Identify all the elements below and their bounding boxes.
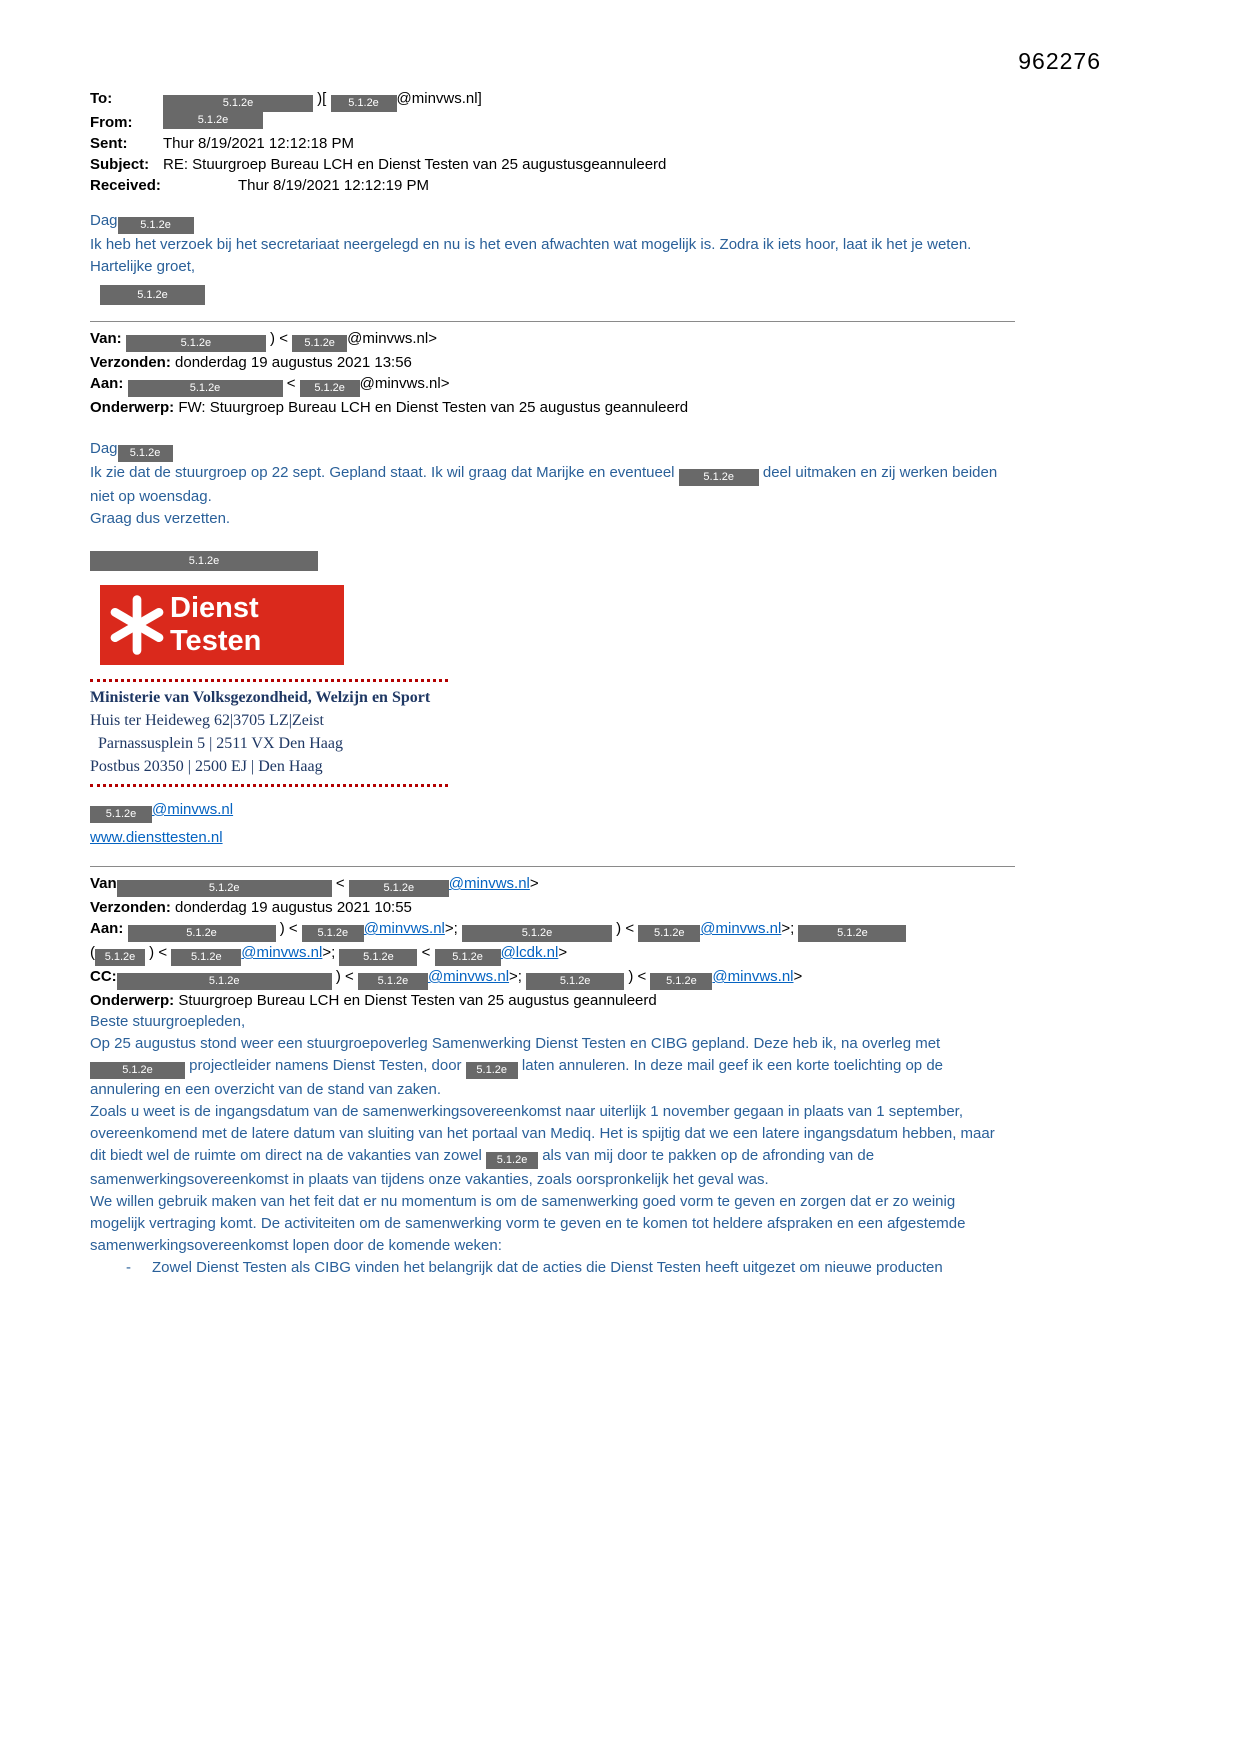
signature-email-link[interactable]: @minvws.nl [152,801,234,818]
redaction-box: 5.1.2e [349,880,449,897]
redaction-box: 5.1.2e [163,95,313,112]
gt-semi-separator: >; [322,944,336,961]
lt-separator: < [335,875,345,892]
redaction-box: 5.1.2e [300,380,360,397]
email1-closing: Hartelijke groet, [90,258,196,275]
gt-separator: > [558,944,568,961]
aan-label: Aan: [90,375,124,392]
document-number: 962276 [1018,48,1101,74]
van-domain: @minvws.nl> [347,330,437,347]
header3-van-row [90,873,1015,897]
to-bracket: )[ [317,90,327,107]
dotted-separator-bottom [90,784,448,787]
verzonden-value: donderdag 19 augustus 2021 10:55 [175,899,412,916]
separator-line-2 [90,866,1015,867]
sent-value: Thur 8/19/2021 12:12:18 PM [163,135,354,152]
header-received-row [90,175,1015,196]
minvws-link[interactable]: @minvws.nl [427,968,510,985]
minvws-link[interactable]: @minvws.nl [712,968,794,985]
redaction-box: 5.1.2e [358,973,428,990]
verzonden-label: Verzonden: [90,354,171,371]
header3-onderwerp-row [90,990,1015,1011]
redaction-box: 5.1.2e [118,217,194,234]
gt-semi-separator: >; [509,968,522,985]
redaction-box: 5.1.2e [117,973,332,990]
email3-paragraph-2 [90,1101,1000,1191]
email3-salutation: Beste stuurgroepleden, [90,1013,246,1030]
redaction-box: 5.1.2e [90,806,152,823]
email3-para1-c: laten annuleren. In deze mail geef ik een korte toelichting op de annulering en een overzicht van de stand van zaken. [90,1057,944,1098]
dienst-testen-asterisk-icon [106,594,168,656]
header2-aan-row [90,373,1015,397]
header3-verzonden-row [90,897,1015,918]
header-subject-row [90,154,1015,175]
lt-separator: < [421,944,431,961]
redaction-box: 5.1.2e [435,949,501,966]
redaction-box: 5.1.2e [638,925,700,942]
paren-lt-separator: ) < [628,968,647,985]
ministry-address-3: Postbus 20350 | 2500 EJ | Den Haag [90,758,323,775]
email1-greeting: Dag [90,212,118,229]
subject-label: Subject: [90,156,150,173]
received-label: Received: [90,177,161,194]
redaction-box: 5.1.2e [118,445,173,462]
email3-paragraph-1 [90,1033,1000,1101]
email3-para2-b: als van mij door te pakken op de afronding van de samenwerkingsovereenkomst in plaats van tijdens onze vakanties, zoals oorspronkelijk het geval was. [90,1147,875,1188]
gt-separator: > [529,875,539,892]
minvws-link[interactable]: @minvws.nl [363,920,445,937]
onderwerp-label: Onderwerp: [90,992,175,1009]
dotted-separator-top [90,679,448,682]
paren-lt-separator: ) < [279,920,298,937]
received-value: Thur 8/19/2021 12:12:19 PM [238,177,429,194]
redaction-box: 5.1.2e [679,469,759,486]
onderwerp-value: FW: Stuurgroep Bureau LCH en Dienst Testen van 25 augustus geannuleerd [178,399,689,416]
header2-onderwerp-row [90,397,1015,418]
email2-para1-before: Ik zie dat de stuurgroep op 22 sept. Gepland staat. Ik wil graag dat Marijke en eventueel [90,464,675,481]
aan-domain: @minvws.nl> [359,375,450,392]
redaction-box: 5.1.2e [90,1062,185,1079]
bullet-marker: - [126,1259,131,1276]
dienst-testen-logo [100,585,344,665]
to-value [163,88,482,112]
email3-para1-b: projectleider namens Dienst Testen, door [189,1057,462,1074]
header-sent-row [90,133,1015,154]
redaction-box: 5.1.2e [163,112,263,129]
redaction-box: 5.1.2e [126,335,266,352]
email3-para2-a: Zoals u weet is de ingangsdatum van de samenwerkingsovereenkomst naar uiterlijk 1 november gegaan in plaats van 1 september, overeenkomend met de latere datum van sluiting van het portaal van Mediq. Het is spijtig dat we een latere ingangsdatum hebben, maar dit biedt wel de ruimte om direct na de vakanties van zowel [90,1103,995,1164]
van-label: Van: [90,330,122,347]
signature-website-line [90,827,1015,848]
gt-separator: > [793,968,803,985]
minvws-link[interactable]: @minvws.nl [241,944,323,961]
onderwerp-value: Stuurgroep Bureau LCH en Dienst Testen van 25 augustus geannuleerd [178,992,657,1009]
header3-aan-row-2 [90,942,1015,966]
email2-paragraph-2: Graag dus verzetten. [90,510,231,527]
email3-paragraph-3: We willen gebruik maken van het feit dat er nu momentum is om de samenwerking goed vorm te geven en zorgen dat er zo weinig mogelijk vertraging komt. De activiteiten om de samenwerking vorm te geven en te komen tot heldere afspraken en een afgestemde samenwerkingsovereenkomst lopen door de komende weken: [90,1193,966,1254]
subject-value: RE: Stuurgroep Bureau LCH en Dienst Testen van 25 augustusgeannuleerd [163,156,667,173]
verzonden-value: donderdag 19 augustus 2021 13:56 [175,354,412,371]
redaction-box: 5.1.2e [339,949,417,966]
open-paren: ( [90,944,95,961]
email2-greeting: Dag [90,440,118,457]
ministry-address-1: Huis ter Heideweg 62|3705 LZ|Zeist [90,712,324,729]
header-to-row [90,88,1015,112]
van-separator: ) < [270,330,288,347]
header3-cc-row [90,966,1015,990]
email2-paragraph-1 [90,462,1000,508]
lcdk-link[interactable]: @lcdk.nl [500,944,559,961]
email3-para1-a: Op 25 augustus stond weer een stuurgroepoverleg Samenwerking Dienst Testen en CIBG gepland. Deze heb ik, na overleg met [90,1035,941,1052]
redaction-box: 5.1.2e [798,925,906,942]
ministry-address-2: Parnassusplein 5 | 2511 VX Den Haag [98,735,343,752]
ministry-block [90,686,1015,778]
redaction-box: 5.1.2e [302,925,364,942]
aan-label: Aan: [90,920,124,937]
paren-lt-separator: ) < [335,968,354,985]
redaction-box: 5.1.2e [128,380,283,397]
paren-lt-separator: ) < [149,944,168,961]
email-header-1 [90,88,1015,196]
signature-email-line [90,799,1015,823]
email1-signature-line [100,282,1015,305]
email2-greeting-line [90,438,1015,462]
redaction-box: 5.1.2e [526,973,624,990]
minvws-link[interactable]: @minvws.nl [448,875,530,892]
redaction-box: 5.1.2e [100,285,205,305]
to-label: To: [90,90,113,107]
cc-label: CC: [90,968,117,985]
email1-greeting-line [90,210,1015,234]
logo-text: Dienst Testen [170,592,262,657]
paren-lt-separator: ) < [616,920,635,937]
redaction-box: 5.1.2e [650,973,712,990]
header2-verzonden-row [90,352,1015,373]
onderwerp-label: Onderwerp: [90,399,175,416]
gt-semi-separator: >; [444,920,458,937]
redaction-box: 5.1.2e [117,880,332,897]
from-label: From: [90,114,133,131]
header3-aan-row-1 [90,918,1015,942]
header2-van-row [90,328,1015,352]
redaction-box: 5.1.2e [95,949,145,966]
header-from-row [90,112,1015,133]
redaction-box: 5.1.2e [462,925,612,942]
redaction-box: 5.1.2e [171,949,241,966]
redaction-box: 5.1.2e [331,95,397,112]
signature-website-link[interactable]: www.diensttesten.nl [90,829,223,846]
ministry-name: Ministerie van Volksgezondheid, Welzijn en Sport [90,689,431,706]
email-document [90,88,1015,1279]
email-header-2 [90,328,1015,418]
redaction-box: 5.1.2e [128,925,276,942]
sent-label: Sent: [90,135,128,152]
to-domain: @minvws.nl] [396,90,482,107]
minvws-link[interactable]: @minvws.nl [700,920,782,937]
email1-paragraph: Ik heb het verzoek bij het secretariaat neergelegd en nu is het even afwachten wat mogelijk is. Zodra ik iets hoor, laat ik het je weten. [90,236,972,253]
email3-bullet-1 [90,1257,1015,1279]
separator-line-1 [90,321,1015,322]
email-header-3 [90,873,1015,1011]
redaction-box: 5.1.2e [466,1062,518,1079]
email2-signature-block [90,548,1015,571]
verzonden-label: Verzonden: [90,899,171,916]
van-label: Van [90,875,117,892]
gt-semi-separator: >; [781,920,795,937]
redaction-box: 5.1.2e [486,1152,538,1169]
aan-separator: < [286,375,296,392]
email2-para1-after: deel uitmaken en zij werken beiden niet op woensdag. [90,464,998,505]
redaction-box: 5.1.2e [90,551,318,571]
redaction-box: 5.1.2e [292,335,347,352]
bullet-text: Zowel Dienst Testen als CIBG vinden het belangrijk dat de acties die Dienst Testen heeft uitgezet om nieuwe producten [152,1259,943,1276]
